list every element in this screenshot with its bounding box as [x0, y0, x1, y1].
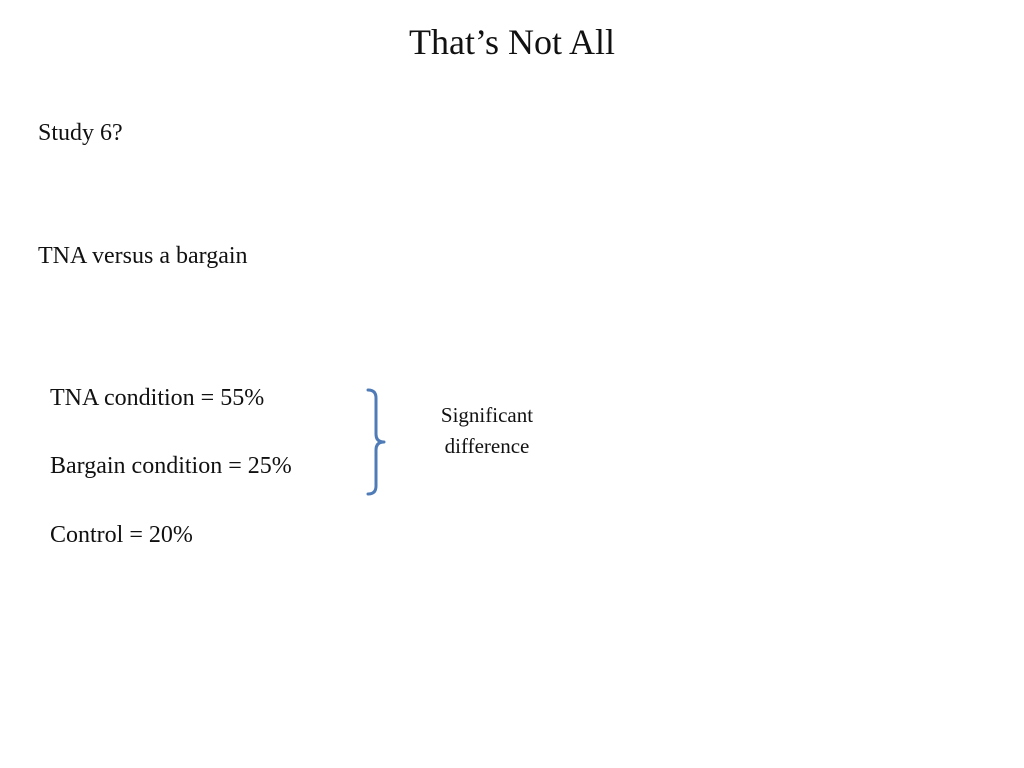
significance-note-line-1: Significant — [440, 403, 534, 427]
control-condition-result: Control = 20% — [50, 522, 193, 548]
tna-condition-result: TNA condition = 55% — [50, 385, 265, 411]
significance-note-line-2: difference — [444, 434, 530, 458]
significance-note — [412, 400, 562, 462]
right-brace-icon — [360, 386, 396, 498]
study-heading: Study 6? — [38, 120, 123, 146]
slide-title: That’s Not All — [409, 22, 615, 62]
bargain-condition-result: Bargain condition = 25% — [50, 453, 292, 479]
comparison-heading: TNA versus a bargain — [38, 243, 248, 269]
